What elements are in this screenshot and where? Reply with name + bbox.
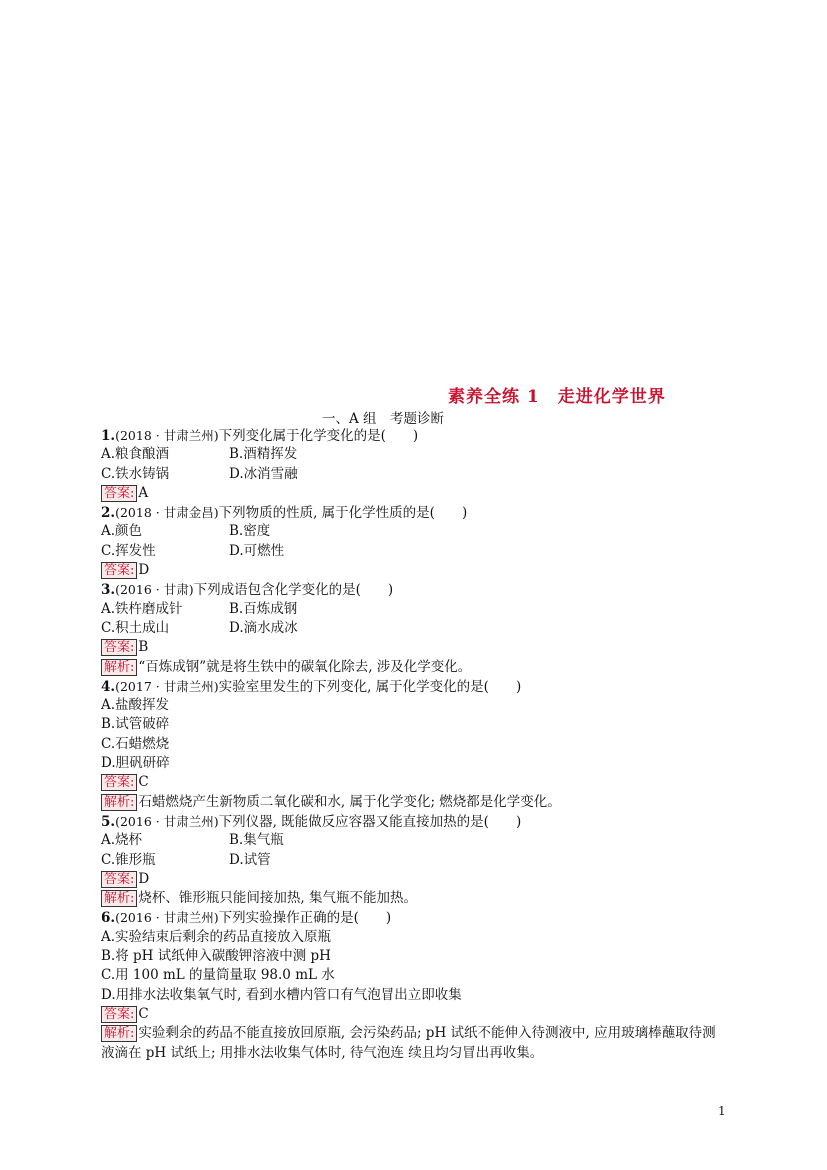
analysis-text: 实验剩余的药品不能直接放回原瓶, 会污染药品; pH 试纸不能伸入待测液中, 应用玻璃棒蘸取待测液滴在 pH 试纸上; 用排水法收集气体时, 待气泡连 续且均匀冒出再收集。 — [101, 1025, 716, 1061]
option: A.颜色 — [101, 523, 143, 540]
option-row — [101, 947, 726, 966]
question-text: 下列物质的性质, 属于化学性质的是( ) — [218, 505, 468, 522]
answer-tag: 答案: — [101, 1006, 137, 1023]
question-source: (2018 · 甘肃金昌) — [115, 505, 219, 521]
option: A.盐酸挥发 — [101, 697, 170, 714]
question-source: (2018 · 甘肃兰州) — [115, 428, 219, 443]
question-source: (2016 · 甘肃兰州) — [115, 910, 219, 926]
answer-value: D — [138, 562, 150, 579]
analysis-tag: 解析: — [101, 659, 137, 676]
question-number: 3. — [101, 582, 116, 599]
analysis-row — [101, 1024, 726, 1063]
question-1-stem — [101, 426, 726, 445]
answer-value: C — [138, 1005, 149, 1022]
option: A.烧杯 — [101, 832, 143, 849]
question-text: 实验室里发生的下列变化, 属于化学变化的是( ) — [218, 678, 522, 695]
question-source: (2017 · 甘肃兰州) — [115, 678, 219, 694]
option: D.试管 — [229, 851, 271, 868]
answer-row — [101, 561, 726, 580]
answer-tag: 答案: — [101, 774, 137, 791]
analysis-tag: 解析: — [101, 890, 137, 907]
option-row — [101, 465, 726, 484]
question-text: 下列成语包含化学变化的是( ) — [193, 582, 394, 599]
answer-value: B — [138, 639, 149, 656]
option: C.挥发性 — [101, 542, 156, 559]
answer-row — [101, 1005, 726, 1024]
question-number: 4. — [101, 678, 116, 695]
option-row — [101, 522, 726, 541]
answer-tag: 答案: — [101, 639, 137, 656]
analysis-row — [101, 889, 726, 908]
analysis-tag: 解析: — [101, 1025, 137, 1042]
question-text: 下列变化属于化学变化的是( ) — [218, 428, 419, 444]
answer-row — [101, 870, 726, 889]
answer-row — [101, 484, 726, 503]
question-4-stem — [101, 677, 726, 696]
question-list — [101, 426, 726, 1063]
option: C.用 100 mL 的量筒量取 98.0 mL 水 — [101, 967, 335, 984]
option: B.密度 — [229, 523, 271, 540]
option-row — [101, 851, 726, 870]
option: D.可燃性 — [229, 542, 285, 559]
analysis-text: 石蜡燃烧产生新物质二氧化碳和水, 属于化学变化; 燃烧都是化学变化。 — [138, 793, 561, 810]
question-number: 2. — [101, 505, 116, 522]
option-row — [101, 831, 726, 850]
question-6-stem — [101, 908, 726, 927]
option: C.积土成山 — [101, 619, 170, 636]
option: D.冰消雪融 — [229, 465, 298, 482]
option: A.铁杵磨成针 — [101, 600, 183, 617]
option-row — [101, 754, 726, 773]
option: D.胆矾研碎 — [101, 755, 170, 772]
answer-row — [101, 773, 726, 792]
option-row — [101, 445, 726, 464]
option-row — [101, 966, 726, 985]
answer-row — [101, 638, 726, 657]
analysis-row — [101, 658, 726, 677]
answer-tag: 答案: — [101, 871, 137, 888]
option: B.试管破碎 — [101, 716, 170, 733]
option: B.酒精挥发 — [229, 446, 298, 463]
option: D.用排水法收集氧气时, 看到水槽内管口有气泡冒出立即收集 — [101, 986, 462, 1003]
option-row — [101, 986, 726, 1005]
option: C.石蜡燃烧 — [101, 735, 170, 752]
section-heading: 一、A 组 考题诊断 — [322, 411, 445, 427]
analysis-tag: 解析: — [101, 794, 137, 811]
option-row — [101, 619, 726, 638]
option-row — [101, 542, 726, 561]
option-row — [101, 735, 726, 754]
option: A.粮食酿酒 — [101, 446, 170, 463]
option: A.实验结束后剩余的药品直接放入原瓶 — [101, 928, 332, 945]
option: C.铁水铸锅 — [101, 465, 170, 482]
option: C.锥形瓶 — [101, 851, 156, 868]
question-text: 下列仪器, 既能做反应容器又能直接加热的是( ) — [218, 813, 522, 830]
question-2-stem — [101, 503, 726, 522]
option: B.百炼成钢 — [229, 600, 298, 617]
question-5-stem — [101, 812, 726, 831]
analysis-text: “百炼成钢”就是将生铁中的碳氧化除去, 涉及化学变化。 — [138, 658, 472, 675]
question-source: (2016 · 甘肃) — [115, 582, 194, 598]
option-row — [101, 600, 726, 619]
question-source: (2016 · 甘肃兰州) — [115, 813, 219, 829]
option-row — [101, 696, 726, 715]
page-number: 1 — [718, 1104, 726, 1118]
answer-tag: 答案: — [101, 562, 137, 579]
question-number: 5. — [101, 813, 116, 830]
question-number: 6. — [101, 910, 116, 927]
question-3-stem — [101, 580, 726, 599]
answer-value: D — [138, 870, 150, 887]
answer-value: A — [138, 484, 149, 501]
question-text: 下列实验操作正确的是( ) — [218, 910, 392, 927]
page-title: 素养全练 1 走进化学世界 — [448, 387, 666, 407]
option-row — [101, 715, 726, 734]
answer-value: C — [138, 774, 149, 791]
option: B.集气瓶 — [229, 832, 284, 849]
analysis-text: 烧杯、锥形瓶只能间接加热, 集气瓶不能加热。 — [138, 890, 417, 907]
analysis-row — [101, 793, 726, 812]
option: D.滴水成冰 — [229, 619, 298, 636]
answer-tag: 答案: — [101, 485, 137, 502]
option: B.将 pH 试纸伸入碳酸钾溶液中测 pH — [101, 948, 331, 965]
question-number: 1. — [101, 428, 116, 444]
option-row — [101, 928, 726, 947]
